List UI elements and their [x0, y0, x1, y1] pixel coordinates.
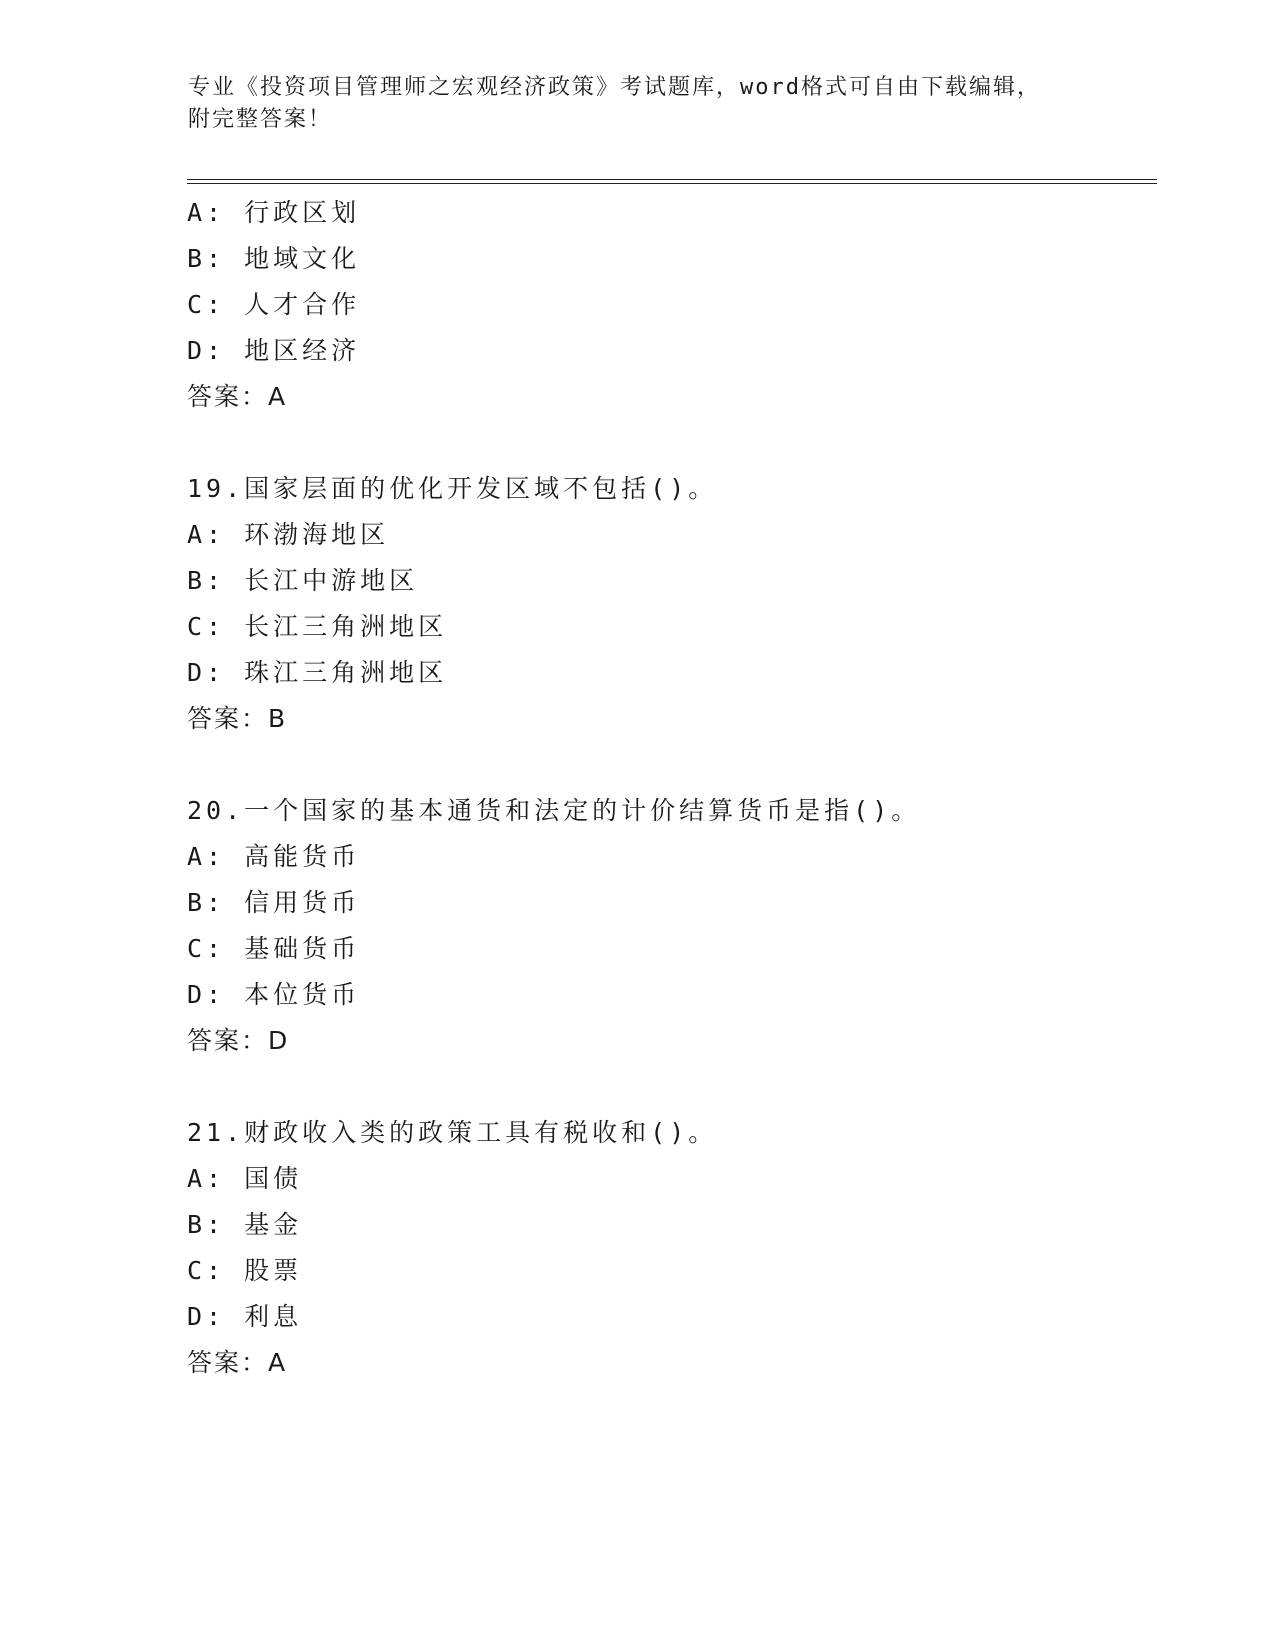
document-header: [188, 72, 1088, 136]
option-a: A: 国债: [187, 1164, 303, 1193]
question-list: [187, 190, 1147, 1386]
option-a: A: 高能货币: [187, 842, 361, 871]
option-d: D: 地区经济: [187, 336, 361, 365]
option-d: D: 本位货币: [187, 980, 361, 1009]
header-divider: [187, 179, 1157, 180]
question-stem: 20.一个国家的基本通货和法定的计价结算货币是指()。: [187, 796, 921, 825]
question-stem: 19.国家层面的优化开发区域不包括()。: [187, 474, 718, 503]
option-b: B: 地域文化: [187, 244, 361, 273]
spacer: [187, 1064, 1147, 1110]
option-c: C: 人才合作: [187, 290, 361, 319]
question-block: [187, 1110, 1147, 1386]
spacer: [187, 420, 1147, 466]
spacer: [187, 742, 1147, 788]
option-d: D: 利息: [187, 1302, 303, 1331]
question-stem: 21.财政收入类的政策工具有税收和()。: [187, 1118, 718, 1147]
answer-line: 答案：A: [187, 1348, 288, 1377]
header-divider-second: [187, 183, 1157, 184]
answer-line: 答案：B: [187, 704, 288, 733]
option-a: A: 行政区划: [187, 198, 361, 227]
option-c: C: 股票: [187, 1256, 303, 1285]
option-b: B: 长江中游地区: [187, 566, 419, 595]
option-b: B: 信用货币: [187, 888, 361, 917]
header-line-2: 附完整答案！: [188, 107, 333, 132]
option-b: B: 基金: [187, 1210, 303, 1239]
question-block: [187, 466, 1147, 742]
header-line-1: 专业《投资项目管理师之宏观经济政策》考试题库，word格式可自由下载编辑，: [188, 75, 1041, 100]
option-c: C: 长江三角洲地区: [187, 612, 448, 641]
question-block: [187, 190, 1147, 420]
answer-line: 答案：A: [187, 382, 288, 411]
option-a: A: 环渤海地区: [187, 520, 390, 549]
question-block: [187, 788, 1147, 1064]
option-c: C: 基础货币: [187, 934, 361, 963]
option-d: D: 珠江三角洲地区: [187, 658, 448, 687]
answer-line: 答案：D: [187, 1026, 290, 1055]
